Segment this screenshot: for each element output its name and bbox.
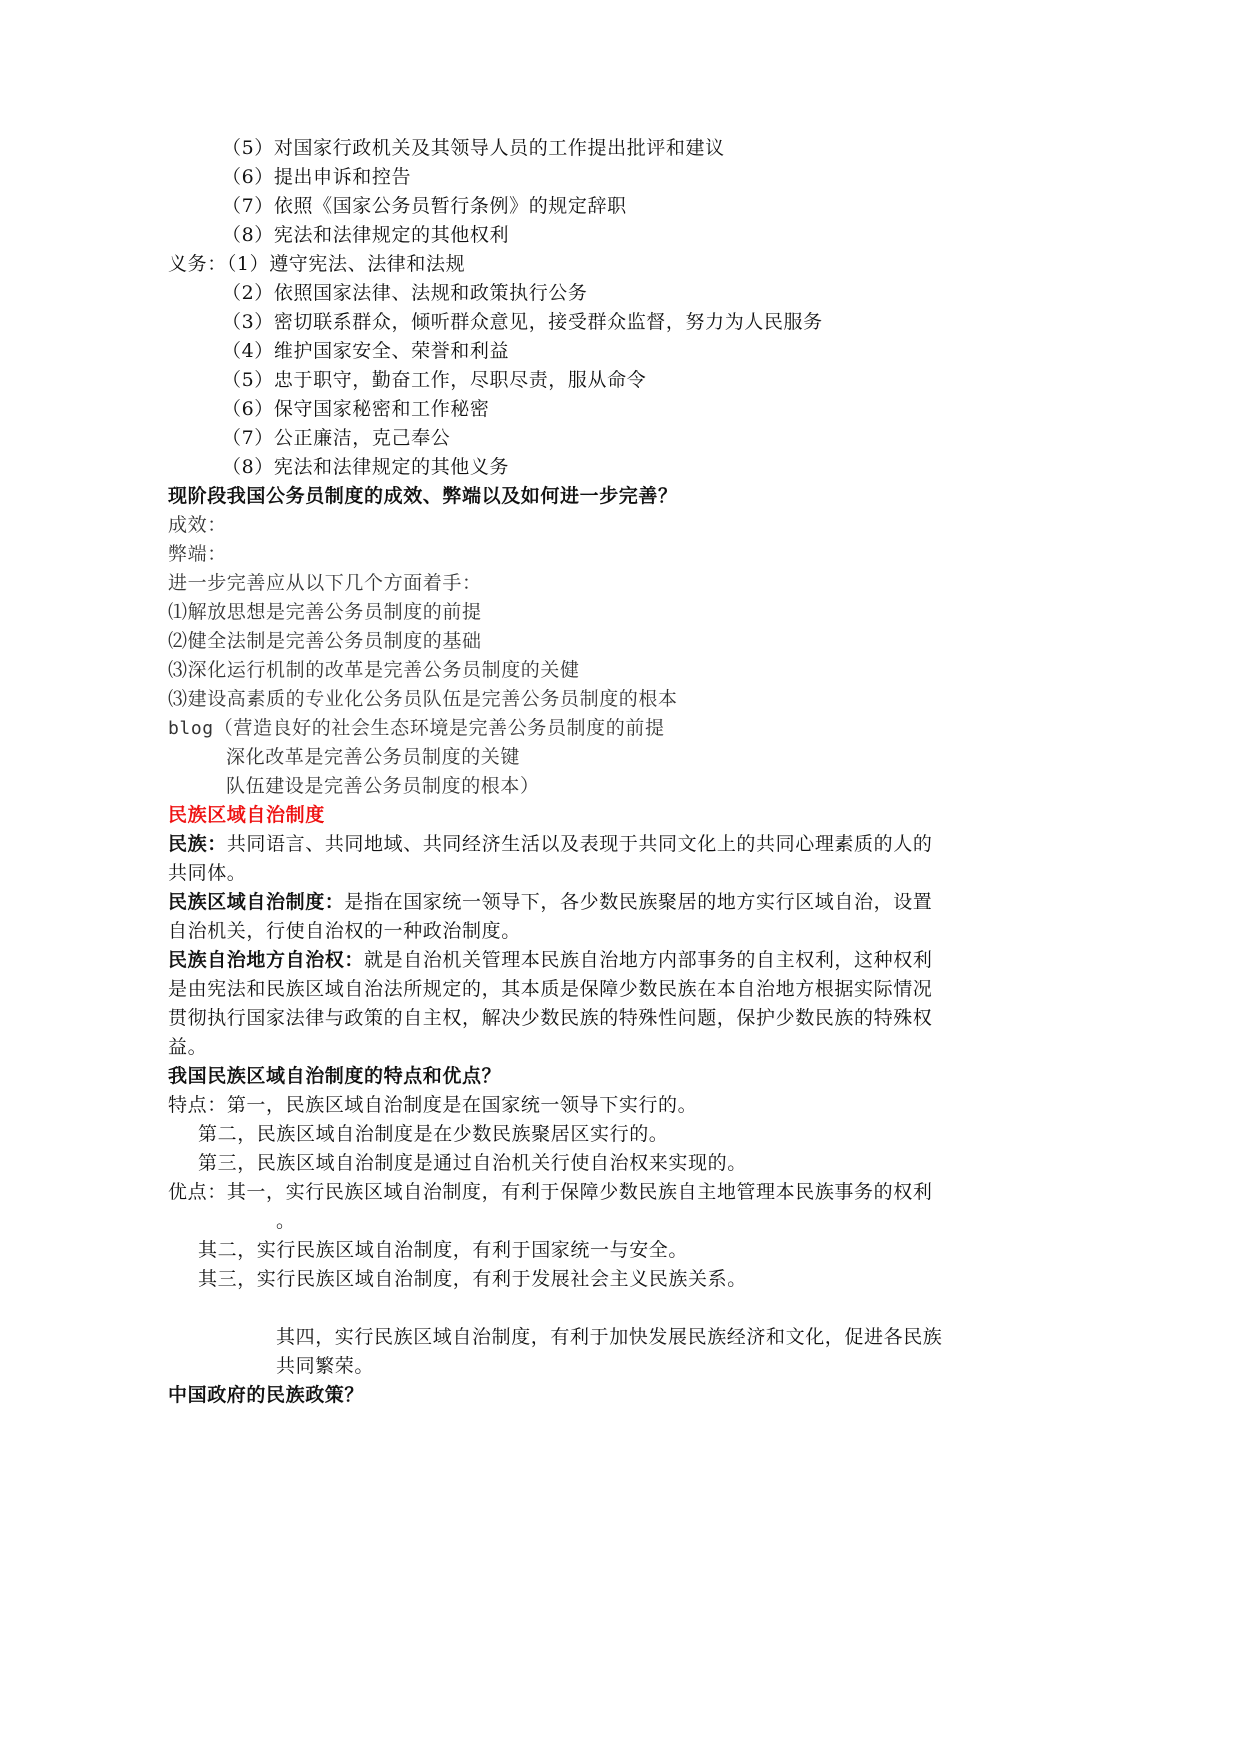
reform-heading: 现阶段我国公务员制度的成效、弊端以及如何进一步完善？	[168, 485, 678, 507]
reform-point-text: 解放思想是完善公务员制度的前提	[187, 601, 482, 623]
reform-point-4	[168, 687, 678, 711]
rights-item-5: （5）对国家行政机关及其领导人员的工作提出批评和建议	[222, 137, 725, 159]
rights-item-7: （7）依照《国家公务员暂行条例》的规定辞职	[222, 195, 627, 217]
definition-right-line-3: 贯彻执行国家法律与政策的自主权，解决少数民族的特殊性问题，保护少数民族的特殊权	[168, 1007, 933, 1029]
obligations-line-1	[168, 252, 465, 276]
definition-system-line-2: 自治机关，行使自治权的一种政治制度。	[168, 920, 521, 942]
obligations-item-7: （7）公正廉洁，克己奉公	[222, 427, 451, 449]
definition-nation-line-1	[168, 832, 932, 856]
obligations-item-8: （8）宪法和法律规定的其他义务	[222, 456, 510, 478]
definition-right-line-4: 益。	[168, 1036, 208, 1058]
reform-intro: 进一步完善应从以下几个方面着手：	[168, 572, 482, 594]
reform-point-text: 健全法制是完善公务员制度的基础	[187, 630, 482, 652]
reform-point-number: ⑶	[168, 659, 188, 681]
blog-text: （营造良好的社会生态环境是完善公务员制度的前提	[213, 717, 665, 739]
obligations-item-2: （2）依照国家法律、法规和政策执行公务	[222, 282, 588, 304]
features-heading: 我国民族区域自治制度的特点和优点？	[168, 1065, 502, 1087]
advantages-label: 优点：	[168, 1181, 227, 1203]
definition-term: 民族：	[168, 833, 227, 855]
advantage-4-line-2: 共同繁荣。	[276, 1355, 375, 1377]
obligations-item-5: （5）忠于职守，勤奋工作，尽职尽责，服从命令	[222, 369, 647, 391]
reform-point-number: ⑵	[168, 630, 188, 652]
blog-line-1	[168, 716, 665, 741]
definition-term: 民族自治地方自治权：	[168, 949, 365, 971]
definition-right-line-2: 是由宪法和民族区域自治法所规定的，其本质是保障少数民族在本自治地方根据实际情况	[168, 978, 933, 1000]
definition-text: 是指在国家统一领导下，各少数民族聚居的地方实行区域自治，设置	[344, 891, 933, 913]
reform-point-text: 深化运行机制的改革是完善公务员制度的关健	[187, 659, 580, 681]
rights-item-8: （8）宪法和法律规定的其他权利	[222, 224, 510, 246]
reform-point-1	[168, 600, 482, 624]
definition-system-line-1	[168, 890, 932, 914]
reform-point-number: ⑶	[168, 688, 188, 710]
feature-line-3: 第三，民族区域自治制度是通过自治机关行使自治权来实现的。	[198, 1152, 747, 1174]
advantage-1-tail: 。	[276, 1210, 296, 1232]
definition-term: 民族区域自治制度：	[168, 891, 345, 913]
reform-point-text: 建设高素质的专业化公务员队伍是完善公务员制度的根本	[187, 688, 678, 710]
obligations-item-4: （4）维护国家安全、荣誉和利益	[222, 340, 510, 362]
obligations-item-6: （6）保守国家秘密和工作秘密	[222, 398, 490, 420]
rights-item-6: （6）提出申诉和控告	[222, 166, 412, 188]
definition-text: 就是自治机关管理本民族自治地方内部事务的自主权利，这种权利	[364, 949, 933, 971]
feature-line-2: 第二，民族区域自治制度是在少数民族聚居区实行的。	[198, 1123, 669, 1145]
obligations-item-1: （1）遵守宪法、法律和法规	[226, 253, 466, 275]
advantage-line-1	[168, 1180, 932, 1204]
advantage-line-3: 其三，实行民族区域自治制度，有利于发展社会主义民族关系。	[198, 1268, 747, 1290]
drawbacks-label: 弊端：	[168, 543, 227, 565]
features-label: 特点：	[168, 1094, 227, 1116]
autonomy-heading: 民族区域自治制度	[168, 804, 325, 826]
obligations-item-3: （3）密切联系群众，倾听群众意见，接受群众监督，努力为人民服务	[222, 311, 823, 333]
policy-heading: 中国政府的民族政策？	[168, 1384, 365, 1406]
advantage-4-line-1: 其四，实行民族区域自治制度，有利于加快发展民族经济和文化，促进各民族	[276, 1326, 943, 1348]
reform-point-2	[168, 629, 482, 653]
reform-point-3	[168, 658, 580, 682]
achievements-label: 成效：	[168, 514, 227, 536]
blog-line-3: 队伍建设是完善公务员制度的根本）	[226, 775, 540, 797]
definition-right-line-1	[168, 948, 932, 972]
blog-line-2: 深化改革是完善公务员制度的关键	[226, 746, 521, 768]
blog-prefix: blog	[168, 718, 214, 739]
advantage-line-2: 其二，实行民族区域自治制度，有利于国家统一与安全。	[198, 1239, 689, 1261]
advantage-item: 其一，实行民族区域自治制度，有利于保障少数民族自主地管理本民族事务的权利	[226, 1181, 933, 1203]
obligations-label: 义务：	[168, 253, 227, 275]
definition-nation-line-2: 共同体。	[168, 862, 247, 884]
definition-text: 共同语言、共同地域、共同经济生活以及表现于共同文化上的共同心理素质的人的	[226, 833, 933, 855]
feature-item: 第一，民族区域自治制度是在国家统一领导下实行的。	[226, 1094, 698, 1116]
feature-line-1	[168, 1093, 697, 1117]
reform-point-number: ⑴	[168, 601, 188, 623]
